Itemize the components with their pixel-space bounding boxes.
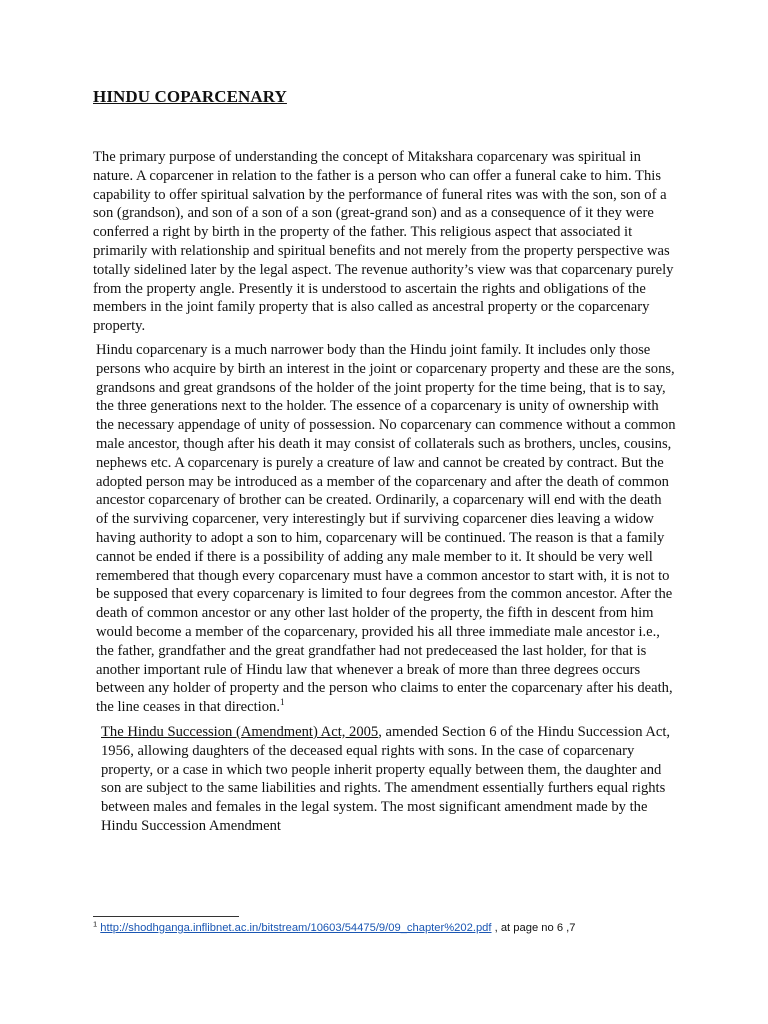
footnote-number: 1 [93, 919, 98, 929]
document-body [93, 86, 677, 836]
footnote-divider [93, 916, 239, 917]
footnote-page-reference: , at page no 6 ,7 [491, 922, 576, 934]
document-title: HINDU COPARCENARY [93, 87, 287, 106]
paragraph-coparcenary-definition-text: Hindu coparcenary is a much narrower body than the Hindu joint family. It includes only those persons who acquire by birth an interest in the joint or coparcenary property and these are the sons, grandsons and great grandsons of the holder of the joint property for the time being, that is to say, the three generations next to the holder. The essence of a coparcenary is unity of ownership with the necessary appendage of unity of possession. No coparcenary can commence without a common male ancestor, though after his death it may consist of collaterals such as brothers, uncles, cousins, nephews etc. A coparcenary is purely a creature of law and cannot be created by contract. But the adopted person may be introduced as a member of the coparcenary and after the death of common ancestor coparcenary of brother can be created. Ordinarily, a coparcenary will end with the death of the surviving coparcener, very interestingly but if surviving coparcener dies leaving a widow having authority to adopt a son to him, coparcenary will be continued. The reason is that a family cannot be ended if there is a possibility of adding any male member to it. It should be very well remembered that though every coparcenary must have a common ancestor to start with, it is not to be supposed that every coparcenary is limited to four degrees from the common ancestor. After the death of common ancestor or any other last holder of the property, the fifth in descent from him would become a member of the coparcenary, provided his all three immediate male ancestor i.e., the father, grandfather and the great grandfather had not predeceased the last holder, for that is another important rule of Hindu law that whenever a break of more than three degrees occurs between any holder of property and the person who claims to enter the coparcenary after his death, the line ceases in that direction. [96, 341, 676, 716]
footnote-source-link[interactable]: http://shodhganga.inflibnet.ac.in/bitstream/10603/54475/9/09_chapter%202.pdf [100, 922, 492, 934]
paragraph-amendment-act-text: , amended Section 6 of the Hindu Succession Act, 1956, allowing daughters of the deceased equal rights with sons. In the case of coparcenary property, or a case in which two people inherit property equally between them, the daughter and son are subject to the same liabilities and rights. The amendment essentially furthers equal rights between males and females in the legal system. The most significant amendment made by the Hindu Succession Amendment [101, 723, 671, 834]
footnote [93, 921, 576, 935]
paragraph-coparcenary-definition [93, 341, 677, 717]
footnote-reference[interactable]: 1 [279, 697, 285, 708]
amendment-act-title: The Hindu Succession (Amendment) Act, 2005 [101, 723, 379, 740]
paragraph-amendment-act [93, 723, 677, 836]
paragraph-mitakshara-purpose: The primary purpose of understanding the concept of Mitakshara coparcenary was spiritual in nature. A coparcener in relation to the father is a person who can offer a funeral cake to him. This capability to offer spiritual salvation by the performance of funeral rites was with the son, son of a son (grandson), and son of a son of a son (great-grand son) and as a consequence of it they were conferred a right by birth in the property of the father. This religious aspect that associated it primarily with relationship and spiritual benefits and not merely from the property perspective was totally sidelined later by the legal aspect. The revenue authority’s view was that coparcenary purely from the property angle. Presently it is understood to ascertain the rights and obligations of the members in the joint family property that is also called as ancestral property or the coparcenary property. [93, 149, 674, 335]
